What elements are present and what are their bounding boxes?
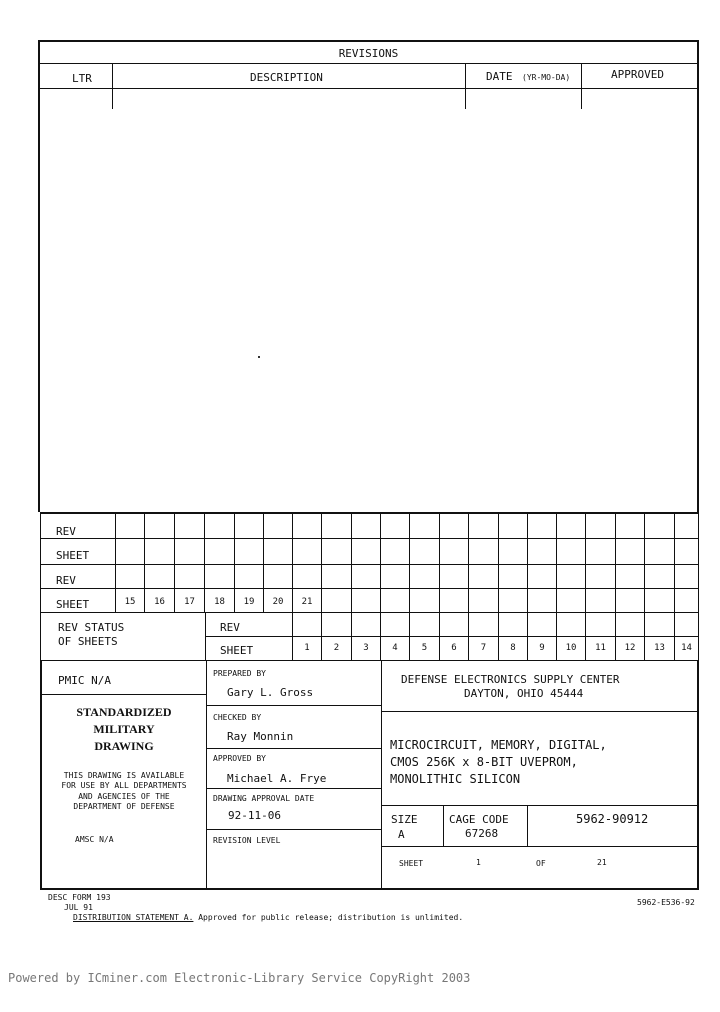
drawing-number: 5962-90912 (576, 812, 649, 826)
sheet-number: 14 (681, 643, 692, 653)
sheet-label: SHEET (399, 859, 424, 868)
approved-by-label: APPROVED BY (213, 754, 266, 763)
rev-label-1: REV (56, 525, 76, 538)
prepared-by-name: Gary L. Gross (227, 686, 314, 699)
sheet-number: 2 (333, 643, 340, 653)
availability-line-4: DEPARTMENT OF DEFENSE (73, 802, 175, 811)
frame-left (38, 40, 40, 512)
rule (465, 63, 466, 109)
rule (40, 63, 697, 64)
col-date-format: (YR-MO-DA) (522, 73, 571, 82)
rule (40, 88, 697, 89)
checked-by-name: Ray Monnin (227, 730, 294, 743)
sheet-number: 9 (539, 643, 545, 653)
sheet-label-1: SHEET (56, 549, 90, 562)
approval-date-label: DRAWING APPROVAL DATE (213, 794, 315, 803)
title-line-3: MONOLITHIC SILICON (390, 772, 521, 786)
sheet-number: 16 (154, 597, 165, 607)
smd-line-3: DRAWING (94, 739, 154, 753)
distribution-text: Approved for public release; distribution is unlimited. (193, 913, 464, 922)
cage-code-value: 67268 (465, 827, 499, 840)
sheet-number: 18 (214, 597, 225, 607)
rule (112, 63, 113, 109)
rev-label-2: REV (56, 574, 76, 587)
rev-status-title-2: OF SHEETS (58, 635, 118, 648)
availability-line-1: THIS DRAWING IS AVAILABLE (63, 771, 185, 780)
sheet-number: 4 (392, 643, 398, 653)
rev-status-title-1: REV STATUS (58, 621, 125, 634)
col-approved: APPROVED (611, 68, 664, 81)
sheet-number: 20 (272, 597, 284, 607)
sheet-label-2: SHEET (56, 598, 90, 611)
smd-line-2: MILITARY (93, 722, 155, 736)
col-ltr: LTR (72, 72, 92, 85)
sheet-number: 6 (451, 643, 457, 653)
checked-by-label: CHECKED BY (213, 713, 262, 722)
sheet-number: 13 (654, 643, 665, 653)
sheet-number: 1 (304, 643, 310, 653)
approved-by-name: Michael A. Frye (227, 772, 327, 785)
powered-by: Powered by ICminer.com Electronic-Library Service CopyRight 2003 (8, 971, 471, 985)
revisions-title: REVISIONS (338, 47, 399, 60)
frame-right (697, 40, 699, 512)
agency-line-1: DEFENSE ELECTRONICS SUPPLY CENTER (401, 673, 620, 686)
stray-dot (258, 356, 260, 358)
agency-line-2: DAYTON, OHIO 45444 (464, 687, 584, 700)
form-number-2: JUL 91 (64, 903, 93, 912)
prepared-by-label: PREPARED BY (213, 669, 266, 678)
frame-top (38, 40, 699, 42)
sheet-number: 12 (624, 643, 636, 653)
size-value: A (398, 828, 405, 841)
distribution-statement (73, 913, 463, 922)
form-number-1: DESC FORM 193 (48, 893, 111, 902)
sheet-value: 1 (476, 858, 481, 867)
pmic-label: PMIC N/A (58, 674, 111, 687)
availability-line-3: AND AGENCIES OF THE (78, 792, 170, 801)
form-code: 5962-E536-92 (637, 898, 695, 907)
of-label: OF (536, 859, 546, 868)
sheet-number: 17 (184, 597, 195, 607)
title-line-1: MICROCIRCUIT, MEMORY, DIGITAL, (390, 738, 607, 752)
sheet-number: 21 (301, 597, 313, 607)
sheet-number: 3 (363, 643, 369, 653)
availability-line-2: FOR USE BY ALL DEPARTMENTS (61, 781, 187, 790)
revision-level-label: REVISION LEVEL (213, 836, 281, 845)
size-label: SIZE (391, 813, 418, 826)
sheet-number: 8 (510, 643, 516, 653)
sheet-number: 19 (243, 597, 255, 607)
approval-date: 92-11-06 (228, 809, 281, 822)
amsc-label: AMSC N/A (75, 835, 114, 844)
sheet-label-3: SHEET (220, 644, 254, 657)
smd-line-1: STANDARDIZED (76, 705, 172, 719)
col-description: DESCRIPTION (250, 71, 323, 84)
rev-label-3: REV (220, 621, 240, 634)
sheet-number: 11 (595, 643, 606, 653)
rule (581, 63, 582, 109)
distribution-label: DISTRIBUTION STATEMENT A. (73, 913, 194, 922)
title-line-2: CMOS 256K x 8-BIT UVEPROM, (390, 755, 578, 769)
sheet-number: 7 (480, 643, 487, 653)
of-value: 21 (597, 858, 607, 867)
cage-code-label: CAGE CODE (449, 813, 509, 826)
sheet-number: 5 (421, 643, 428, 653)
col-date: DATE (486, 70, 513, 83)
sheet-number: 10 (565, 643, 577, 653)
sheet-number: 15 (124, 597, 136, 607)
